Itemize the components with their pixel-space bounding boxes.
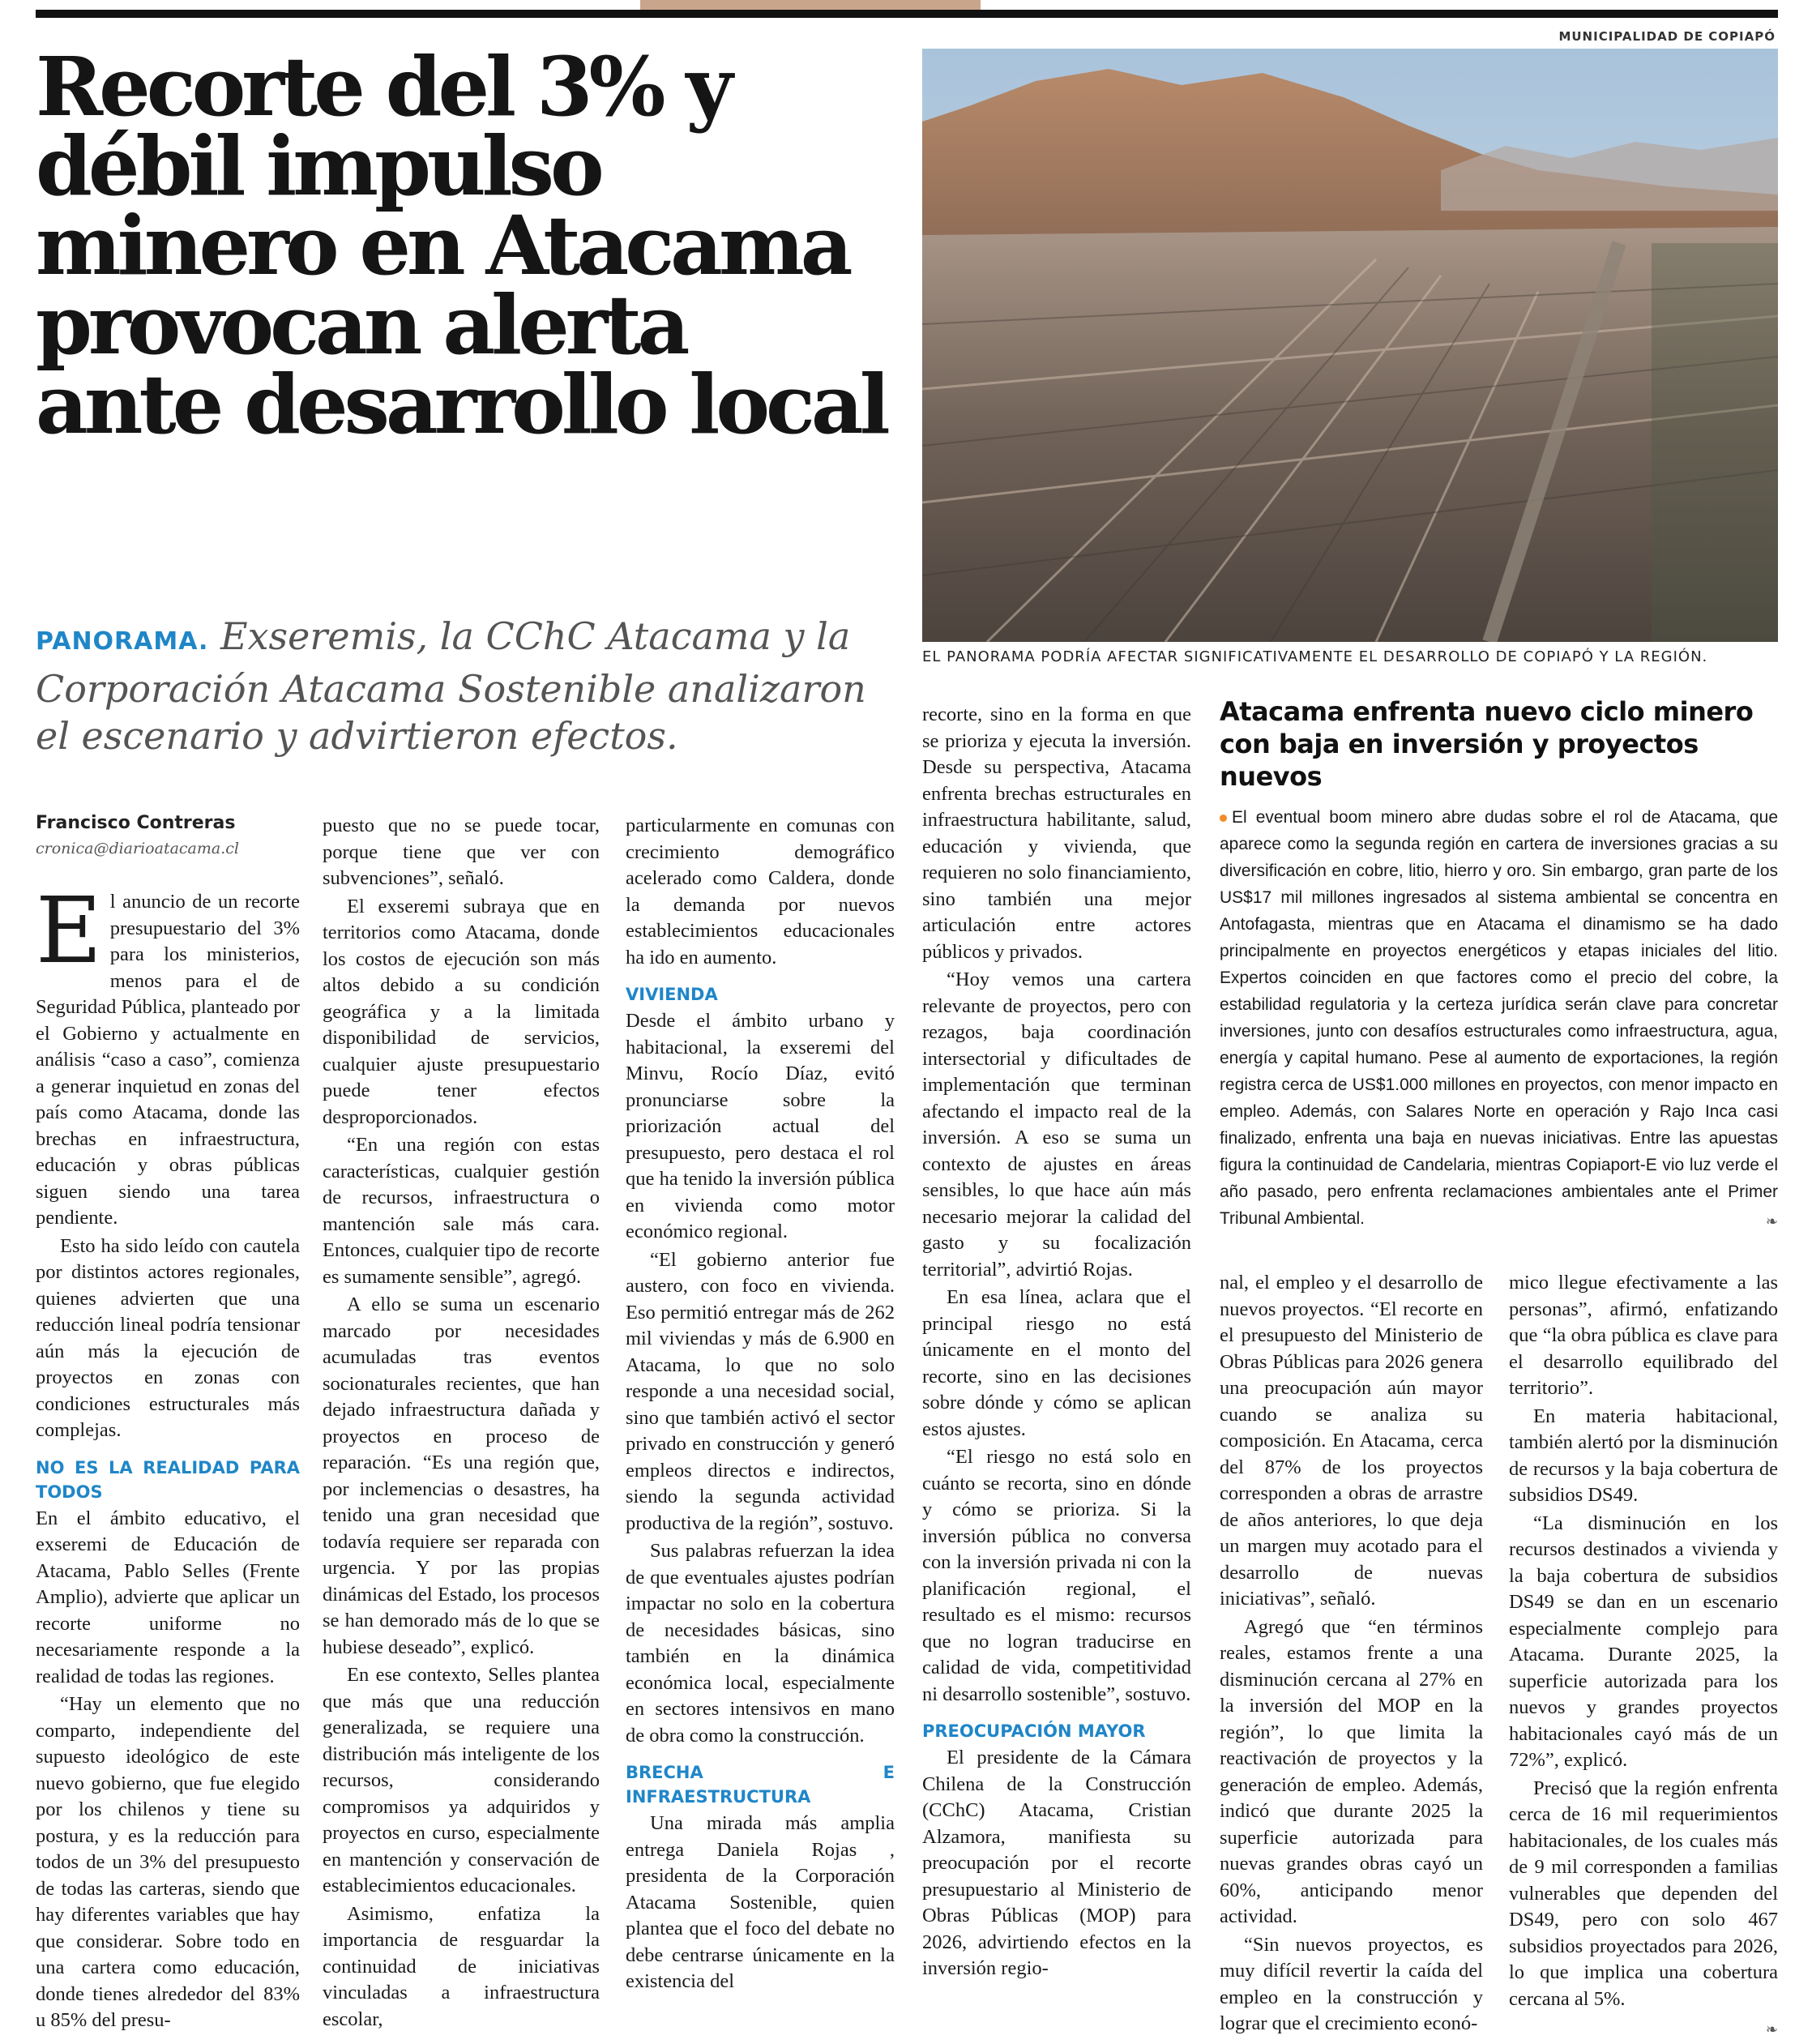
- author-email[interactable]: cronica@diarioatacama.cl: [36, 840, 239, 857]
- column-5: [1220, 1270, 1483, 2039]
- photo-caption: EL PANORAMA PODRÍA AFECTAR SIGNIFICATIVAMENTE EL DESARROLLO DE COPIAPÓ Y LA REGIÓN.: [922, 648, 1708, 665]
- paragraph: Precisó que la región enfrenta cerca de 16 mil requerimientos habitacionales, de los cuales más de 9 mil corresponden a familias vulnerables que dependen del DS49, pero con solo 467 subsidios proyectados para 2026, lo que implica una cobertura cercana al 5%.: [1509, 1777, 1778, 2010]
- subheading: PREOCUPACIÓN MAYOR: [922, 1721, 1146, 1741]
- drop-cap: E: [36, 879, 102, 984]
- paragraph: recorte, sino en la forma en que se prioriza y ejecuta la inversión. Desde su perspectiva, Atacama enfrenta brechas estructurales en infraestructura habilitante, salud, educación y vivienda, que requieren no solo financiamiento, sino también una mejor articulación entre actores públicos y privados.: [922, 703, 1191, 963]
- author-name: Francisco Contreras: [36, 813, 236, 833]
- sidebar-title: Atacama enfrenta nuevo ciclo minero con baja en inversión y proyectos nuevos: [1220, 696, 1754, 792]
- end-mark-icon: ❧: [1765, 1213, 1778, 1230]
- paragraph: “La disminución en los recursos destinados a vivienda y la baja cobertura de subsidios DS49 se dan en un escenario especialmente complejo para Atacama. Durante 2025, la superficie autorizada para los nuevos y grandes proyectos habitacionales cayó más de un 72%”, explicó.: [1509, 1512, 1778, 1771]
- paragraph: “El gobierno anterior fue austero, con foco en vivienda. Eso permitió entregar más de 262 mil viviendas y más de 6.900 en Atacama, lo que no solo responde a una necesidad social, sino que también activó el sector privado en construcción y generó empleos directos e indirectos, siendo la segunda actividad productiva de la región”, sostuvo.: [626, 1248, 895, 1534]
- headline: [36, 39, 911, 452]
- top-photo-strip: [640, 0, 981, 10]
- paragraph: Una mirada más amplia entrega Daniela Rojas , presidenta de la Corporación Atacama Sostenible, quien plantea que el foco del debate no debe centrarse únicamente en la existencia del: [626, 1812, 895, 1992]
- paragraph: “Hoy vemos una cartera relevante de proyectos, pero con rezagos, baja coordinación intersectorial y dificultades de implementación que terminan afectando el impacto real de la inversión. A eso se suma un contexto de ajustes en áreas sensibles, lo que hace aún más necesario mejorar la calidad del gasto y su focalización territorial”, advirtió Rojas.: [922, 969, 1191, 1281]
- paragraph: En el ámbito educativo, el exseremi de Educación de Atacama, Pablo Selles (Frente Amplio), advierte que aplicar un recorte uniforme no necesariamente responde a la realidad de todas las regiones.: [36, 1507, 300, 1687]
- paragraph: “Hay un elemento que no comparto, independiente del supuesto ideológico de este nuevo gobierno, que fue elegido por los chilenos y tiene su postura, y es la reducción para todos de un 3% del presupuesto de todas las carteras, siendo que hay diferentes variables que hay que considerar. Sobre todo en una cartera como educación, donde tienes alrededor del 83% u 85% del presu-: [36, 1693, 300, 2031]
- subheading: BRECHA E INFRAESTRUCTURA: [626, 1763, 895, 1807]
- headline-line: Recorte del 3% y: [36, 39, 729, 135]
- deck-kicker: PANORAMA.: [36, 627, 209, 656]
- column-6: [1509, 1270, 1778, 2044]
- paragraph: En esa línea, aclara que el principal riesgo no está únicamente en el monto del recorte, sino en las decisiones sobre dónde y cómo se aplican estos ajustes.: [922, 1286, 1191, 1440]
- bullet-icon: [1220, 815, 1227, 822]
- aerial-city-photo: [922, 49, 1778, 642]
- paragraph: El exseremi subraya que en territorios como Atacama, donde los costos de ejecución son más altos debido a su condición geográfica y a la limitada disponibilidad de servicios, cualquier ajuste presupuestario puede tener efectos desproporcionados.: [323, 895, 600, 1128]
- sidebar-box: [1220, 695, 1778, 1235]
- photo-credit: MUNICIPALIDAD DE COPIAPÓ: [1558, 29, 1776, 44]
- subheading: NO ES LA REALIDAD PARA TODOS: [36, 1457, 300, 1502]
- headline-line: ante desarrollo local: [36, 357, 887, 452]
- paragraph: mico llegue efectivamente a las personas”, afirmó, enfatizando que “la obra pública es clave para el desarrollo equilibrado del territorio”.: [1509, 1272, 1778, 1399]
- paragraph: nal, el empleo y el desarrollo de nuevos proyectos. “El recorte en el presupuesto del Ministerio de Obras Públicas para 2026 genera una preocupación aún mayor cuando se analiza su composición. En Atacama, cerca del 87% de los proyectos corresponden a obras de arrastre de años anteriores, lo que deja un margen muy acotado para el desarrollo de nuevas iniciativas”, señaló.: [1220, 1272, 1483, 1610]
- paragraph: El presidente de la Cámara Chilena de la Construcción (CChC) Atacama, Cristian Alzamora, manifiesta su preocupación por el recorte presupuestario al Ministerio de Obras Públicas (MOP) para 2026, advirtiendo efectos en la inversión regio-: [922, 1747, 1191, 1979]
- column-3: [626, 813, 895, 1997]
- deck: [36, 613, 911, 759]
- sidebar-body: El eventual boom minero abre dudas sobre el rol de Atacama, que aparece como la segunda región en cartera de inversiones gracias a su diversificación en cobre, litio, hierro y oro. Sin embargo, gran parte de los US$17 mil millones ingresados al sistema ambiental se concentra en Antofagasta, mientras que en Atacama el dinamismo se ha dado principalmente en proyectos energéticos y etapas iniciales del litio. Expertos coinciden en que factores como el precio del cobre, la estabilidad regulatoria y la certeza jurídica serán clave para concretar inversiones, junto con desafíos estructurales como infraestructura, agua, energía y capital humano. Pese al aumento de exportaciones, la región registra cerca de US$1.000 millones en proyectos, con menor impacto en empleo. Además, con Salares Norte en operación y Rajo Inca casi finalizado, enfrenta una baja en nuevas iniciativas. Entre las apuestas figura la continuidad de Candelaria, mientras Copiaport-E vio luz verde el año pasado, pero enfrenta reclamaciones ambientales ante el Primer Tribunal Ambiental. ❧: [1220, 804, 1778, 1232]
- paragraph: El anuncio de un recorte presupuestario del 3% para los ministerios, menos para el de Seguridad Pública, planteado por el Gobierno y actualmente en análisis “caso a caso”, comienza a generar inquietud en zonas del país como Atacama, donde las brechas en infraestructura, educación y obras públicas siguen siendo una tarea pendiente.: [36, 879, 300, 1229]
- paragraph: particularmente en comunas con crecimiento demográfico acelerado como Caldera, donde la demanda por nuevos establecimientos educacionales ha ido en aumento.: [626, 815, 895, 969]
- column-4: [922, 702, 1191, 1984]
- end-mark-icon: ❧: [1765, 2021, 1778, 2038]
- headline-line: minero en Atacama: [36, 198, 849, 293]
- top-rule: [36, 10, 1778, 18]
- paragraph: En ese contexto, Selles plantea que más que una reducción generalizada, se requiere una distribución más inteligente de los recursos, considerando compromisos ya adquiridos y proyectos en curso, especialmente en mantención y conservación de establecimientos educacionales.: [323, 1664, 600, 1896]
- column-2: [323, 813, 600, 2034]
- paragraph: “El riesgo no está solo en cuánto se recorta, sino en dónde y cómo se prioriza. Si la inversión pública no conversa con la inversión privada ni con la planificación regional, el resultado es el mismo: recursos que no logran traducirse en calidad de vida, competitividad ni desarrollo sostenible”, sostuvo.: [922, 1446, 1191, 1705]
- byline: [36, 813, 311, 857]
- paragraph: “En una región con estas características, cualquier gestión de recursos, infraestructura o mantención sale más cara. Entonces, cualquier tipo de recorte es sumamente sensible”, agregó.: [323, 1134, 600, 1288]
- paragraph: A ello se suma un escenario marcado por necesidades acumuladas tras eventos socionaturales recientes, que han dejado infraestructura dañada y proyectos en proceso de reparación. “Es una región que, por inclemencias o desastres, ha tenido una gran necesidad que todavía requiere ser reparada con urgencia. Y por las propias dinámicas del Estado, los procesos se han demorado más de lo que se hubiese deseado”, explicó.: [323, 1294, 600, 1658]
- paragraph: Asimismo, enfatiza la importancia de resguardar la continuidad de iniciativas vinculadas a infraestructura escolar,: [323, 1902, 600, 2030]
- paragraph: “Sin nuevos proyectos, es muy difícil revertir la caída del empleo en la construcción y lograr que el crecimiento econó-: [1220, 1933, 1483, 2034]
- headline-line: provocan alerta: [36, 277, 686, 373]
- paragraph: Agregó que “en términos reales, estamos frente a una disminución cercana al 27% en la inversión del MOP en la región”, lo que limita la reactivación de proyectos y la generación de empleo. Además, indicó que durante 2025 la superficie autorizada para nuevas grandes obras cayó un 60%, anticipando menor actividad.: [1220, 1615, 1483, 1927]
- column-1: [36, 879, 300, 2036]
- paragraph: puesto que no se puede tocar, porque tiene que ver con subvenciones”, señaló.: [323, 815, 600, 889]
- paragraph: En materia habitacional, también alertó por la disminución de recursos y la baja cobertura de subsidios DS49.: [1509, 1405, 1778, 1506]
- paragraph: Desde el ámbito urbano y habitacional, la exseremi del Minvu, Rocío Díaz, evitó pronunciarse sobre la priorización actual del presupuesto, pero destaca el rol que ha tenido la inversión pública en vivienda como motor económico regional.: [626, 1010, 895, 1242]
- subheading: VIVIENDA: [626, 985, 718, 1004]
- deck-text: Exseremis, la CChC Atacama y la Corporación Atacama Sostenible analizaron el escenario y advirtieron efectos.: [36, 614, 866, 758]
- headline-line: débil impulso: [36, 118, 600, 214]
- paragraph: Esto ha sido leído con cautela por distintos actores regionales, quienes advierten que una reducción lineal podría tensionar aún más la ejecución de proyectos en zonas con condiciones estructurales más complejas.: [36, 1234, 300, 1441]
- paragraph: Sus palabras refuerzan la idea de que eventuales ajustes podrían impactar no solo en la cobertura de necesidades básicas, sino también en la dinámica económica local, especialmente en sectores intensivos en mano de obra como la construcción.: [626, 1540, 895, 1747]
